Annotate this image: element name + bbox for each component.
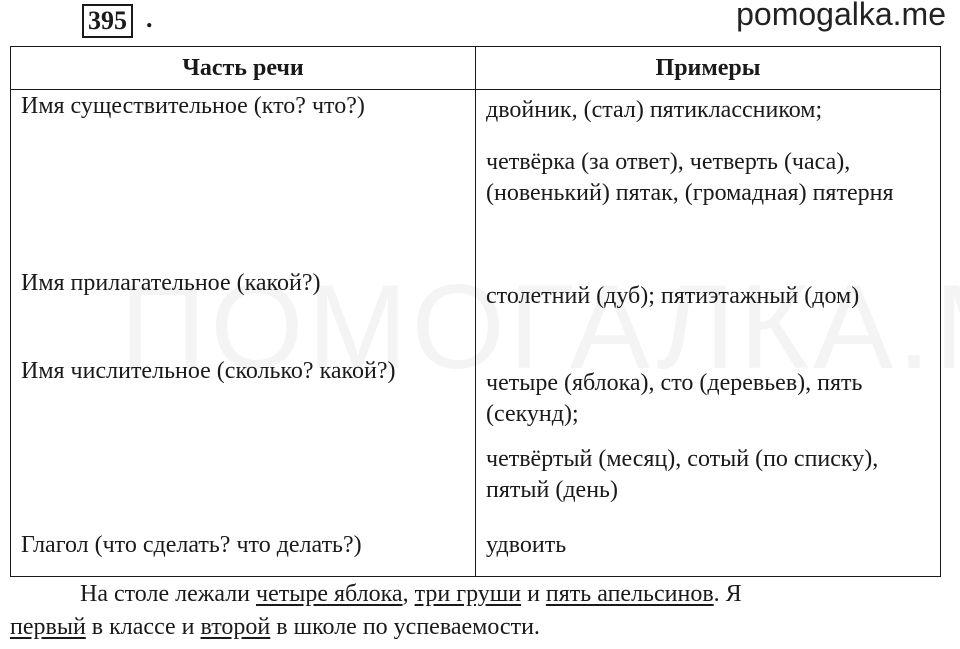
- part-adjective: Имя прилагательное (какой?): [21, 270, 321, 296]
- column-header-examples: Примеры: [476, 47, 941, 90]
- table-header-row: [11, 47, 941, 90]
- text-segment: . Я: [713, 581, 742, 607]
- example-verb-1: удвоить: [486, 532, 567, 558]
- example-adjective-1: столетний (дуб); пятиэтажный (дом): [486, 283, 860, 309]
- parts-of-speech-table: [10, 46, 941, 577]
- examples-column: [476, 90, 941, 577]
- parts-column: [11, 90, 476, 577]
- text-segment: в классе и: [85, 614, 201, 640]
- text-line-2: [10, 611, 940, 644]
- part-noun: Имя существительное (кто? что?): [21, 93, 365, 119]
- text-segment: и: [521, 581, 546, 607]
- text-segment: ,: [402, 581, 415, 607]
- site-logo[interactable]: pomogalka.me: [736, 0, 946, 32]
- underlined-word-second: второй: [200, 614, 271, 640]
- example-numeral-1: четыре (яблока), сто (деревьев), пять (секунд);: [486, 370, 863, 427]
- exercise-number-dot: .: [146, 4, 153, 33]
- column-header-part-of-speech: Часть речи: [11, 47, 476, 90]
- text-segment: На столе лежали: [80, 581, 257, 607]
- example-numeral-2: четвёртый (месяц), сотый (по списку), пятый (день): [486, 446, 879, 503]
- example-noun-2: четвёрка (за ответ), четверть (часа), (новенький) пятак, (громадная) пятерня: [486, 149, 894, 206]
- exercise-text: [10, 578, 940, 644]
- text-segment: в школе по успеваемости.: [270, 614, 540, 640]
- text-line-1: [10, 578, 940, 611]
- table-body-row: [11, 90, 941, 577]
- part-verb: Глагол (что сделать? что делать?): [21, 532, 362, 558]
- underlined-phrase-three-pears: три груши: [414, 581, 522, 607]
- example-noun-1: двойник, (стал) пятиклассником;: [486, 97, 823, 123]
- exercise-number: 395: [82, 4, 133, 38]
- part-numeral: Имя числительное (сколько? какой?): [21, 358, 396, 384]
- underlined-phrase-five-oranges: пять апельсинов: [545, 581, 714, 607]
- underlined-word-first: первый: [10, 614, 86, 640]
- underlined-phrase-four-apples: четыре яблока: [256, 581, 403, 607]
